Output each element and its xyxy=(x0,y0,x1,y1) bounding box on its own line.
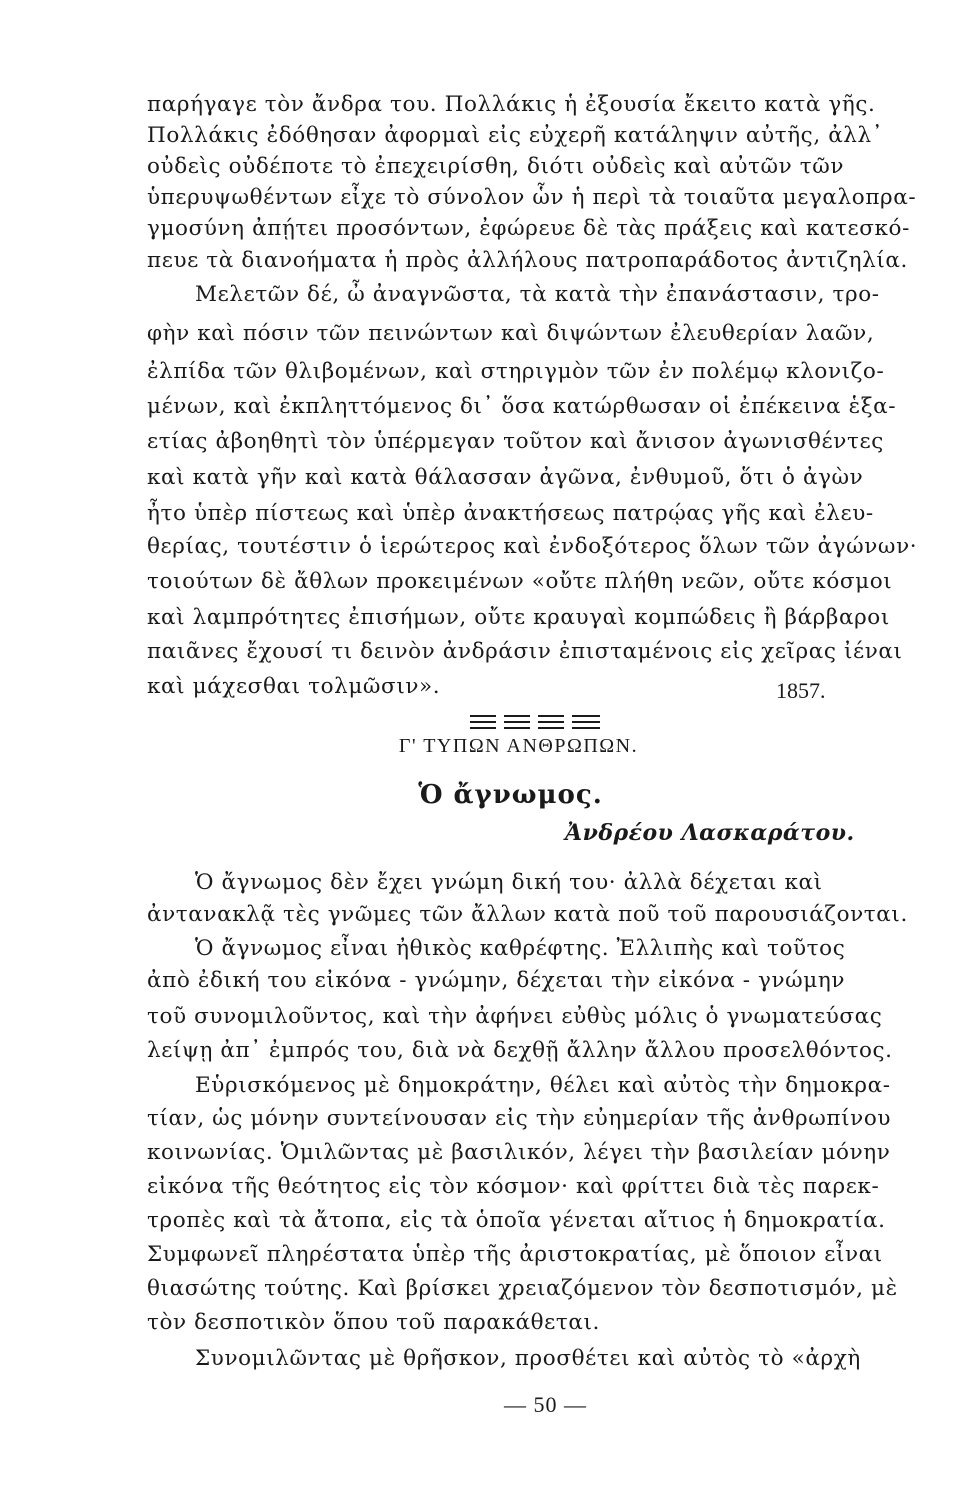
text-line: ὑπερυψωθέντων εἶχε τὸ σύνολον ὧν ἡ περὶ τὰ τοιαῦτα μεγαλοπρα- xyxy=(147,185,917,210)
text-line: ετίας ἀβοηθητὶ τὸν ὑπέρμεγαν τοῦτον καὶ ἄνισον ἀγωνισθέντες xyxy=(147,429,884,454)
text-line: καὶ μάχεσθαι τολμῶσιν». xyxy=(147,674,441,699)
text-line: παρήγαγε τὸν ἄνδρα του. Πολλάκις ἡ ἐξουσία ἔκειτο κατὰ γῆς. xyxy=(147,92,876,117)
ornament-divider xyxy=(466,710,606,732)
text-line: Ὁ ἄγνωμος δὲν ἔχει γνώμη δική του· ἀλλὰ δέχεται καὶ xyxy=(195,870,823,895)
text-line: Εὑρισκόμενος μὲ δημοκράτην, θέλει καὶ αὐτὸς τὴν δημοκρα- xyxy=(195,1073,891,1098)
text-line: ἦτο ὑπὲρ πίστεως καὶ ὑπὲρ ἀνακτήσεως πατρῴας γῆς καὶ ἐλευ- xyxy=(147,501,874,526)
essay-title: Ὁ ἄγνωμος. xyxy=(418,780,603,810)
text-line: Πολλάκις ἐδόθησαν ἀφορμαὶ εἰς εὐχερῆ κατάληψιν αὐτῆς, ἀλλ᾽ xyxy=(147,123,884,148)
text-line: ἀπὸ ἐδική του εἰκόνα - γνώμην, δέχεται τὴν εἰκόνα - γνώμην xyxy=(147,968,846,993)
text-line: τίαν, ὡς μόνην συντείνουσαν εἰς τὴν εὐημερίαν τῆς ἀνθρωπίνου xyxy=(147,1106,892,1131)
text-line: φὴν καὶ πόσιν τῶν πεινώντων καὶ διψώντων ἐλευθερίαν λαῶν, xyxy=(147,321,875,346)
section-title: Γ' ΤΥΠΩΝ ΑΝΘΡΩΠΩΝ. xyxy=(398,735,639,757)
text-line: Μελετῶν δέ, ὦ ἀναγνῶστα, τὰ κατὰ τὴν ἐπανάστασιν, τρο- xyxy=(195,282,880,307)
text-line: ἐλπίδα τῶν θλιβομένων, καὶ στηριγμὸν τῶν ἐν πολέμῳ κλονιζο- xyxy=(147,359,885,384)
year-label: 1857. xyxy=(776,678,826,703)
text-line: εἰκόνα τῆς θεότητος εἰς τὸν κόσμον· καὶ φρίττει διὰ τὲς παρεκ- xyxy=(147,1174,880,1199)
text-line: θερίας, τουτέστιν ὁ ἱερώτερος καὶ ἐνδοξότερος ὅλων τῶν ἀγώνων· xyxy=(147,534,918,559)
text-line: καὶ κατὰ γῆν καὶ κατὰ θάλασσαν ἀγῶνα, ἐνθυμοῦ, ὅτι ὁ ἀγὼν xyxy=(147,465,864,490)
text-line: ἀντανακλᾷ τὲς γνῶμες τῶν ἄλλων κατὰ ποῦ τοῦ παρουσιάζονται. xyxy=(147,902,908,927)
text-line: θιασώτης τούτης. Καὶ βρίσκει χρειαζόμενον τὸν δεσποτισμόν, μὲ xyxy=(147,1276,898,1301)
text-line: τροπὲς καὶ τὰ ἄτοπα, εἰς τὰ ὁποῖα γένεται αἴτιος ἡ δημοκρατία. xyxy=(147,1208,886,1233)
text-line: τοιούτων δὲ ἄθλων προκειμένων «οὔτε πλήθη νεῶν, οὔτε κόσμοι xyxy=(147,569,893,594)
text-line: Ὁ ἄγνωμος εἶναι ἠθικὸς καθρέφτης. Ἐλλιπὴς καὶ τοῦτος xyxy=(195,936,846,961)
text-line: παιᾶνες ἔχουσί τι δεινὸν ἀνδράσιν ἐπισταμένοις εἰς χεῖρας ἰέναι xyxy=(147,639,903,664)
text-line: πευε τὰ διανοήματα ἡ πρὸς ἀλλήλους πατροπαράδοτος ἀντιζηλία. xyxy=(147,248,908,273)
text-line: τὸν δεσποτικὸν ὅπου τοῦ παρακάθεται. xyxy=(147,1310,600,1335)
text-line: κοινωνίας. Ὁμιλῶντας μὲ βασιλικόν, λέγει τὴν βασιλείαν μόνην xyxy=(147,1140,891,1165)
text-line: Συνομιλῶντας μὲ θρῆσκον, προσθέτει καὶ αὐτὸς τὸ «ἀρχὴ xyxy=(195,1346,861,1371)
text-line: καὶ λαμπρότητες ἐπισήμων, οὔτε κραυγαὶ κομπώδεις ἢ βάρβαροι xyxy=(147,605,890,630)
text-line: λείψῃ ἀπ᾽ ἐμπρός του, διὰ νὰ δεχθῇ ἄλλην ἄλλου προσελθόντος. xyxy=(147,1038,893,1063)
text-line: Συμφωνεῖ πληρέστατα ὑπὲρ τῆς ἀριστοκρατίας, μὲ ὅποιον εἶναι xyxy=(147,1242,883,1267)
author-name: Ἀνδρέου Λασκαράτου. xyxy=(565,820,855,846)
text-line: τοῦ συνομιλοῦντος, καὶ τὴν ἀφήνει εὐθὺς μόλις ὁ γνωματεύσας xyxy=(147,1004,883,1029)
text-line: μένων, καὶ ἐκπληττόμενος δι᾽ ὅσα κατώρθωσαν οἱ ἐπέκεινα ἑξα- xyxy=(147,394,897,419)
text-line: οὐδεὶς οὐδέποτε τὸ ἐπεχειρίσθη, διότι οὐδεὶς καὶ αὐτῶν τῶν xyxy=(147,154,845,179)
page-number: — 50 — xyxy=(504,1392,587,1417)
text-line: γμοσύνη ἀπῄτει προσόντων, ἐφώρευε δὲ τὰς πράξεις καὶ κατεσκό- xyxy=(147,216,910,241)
